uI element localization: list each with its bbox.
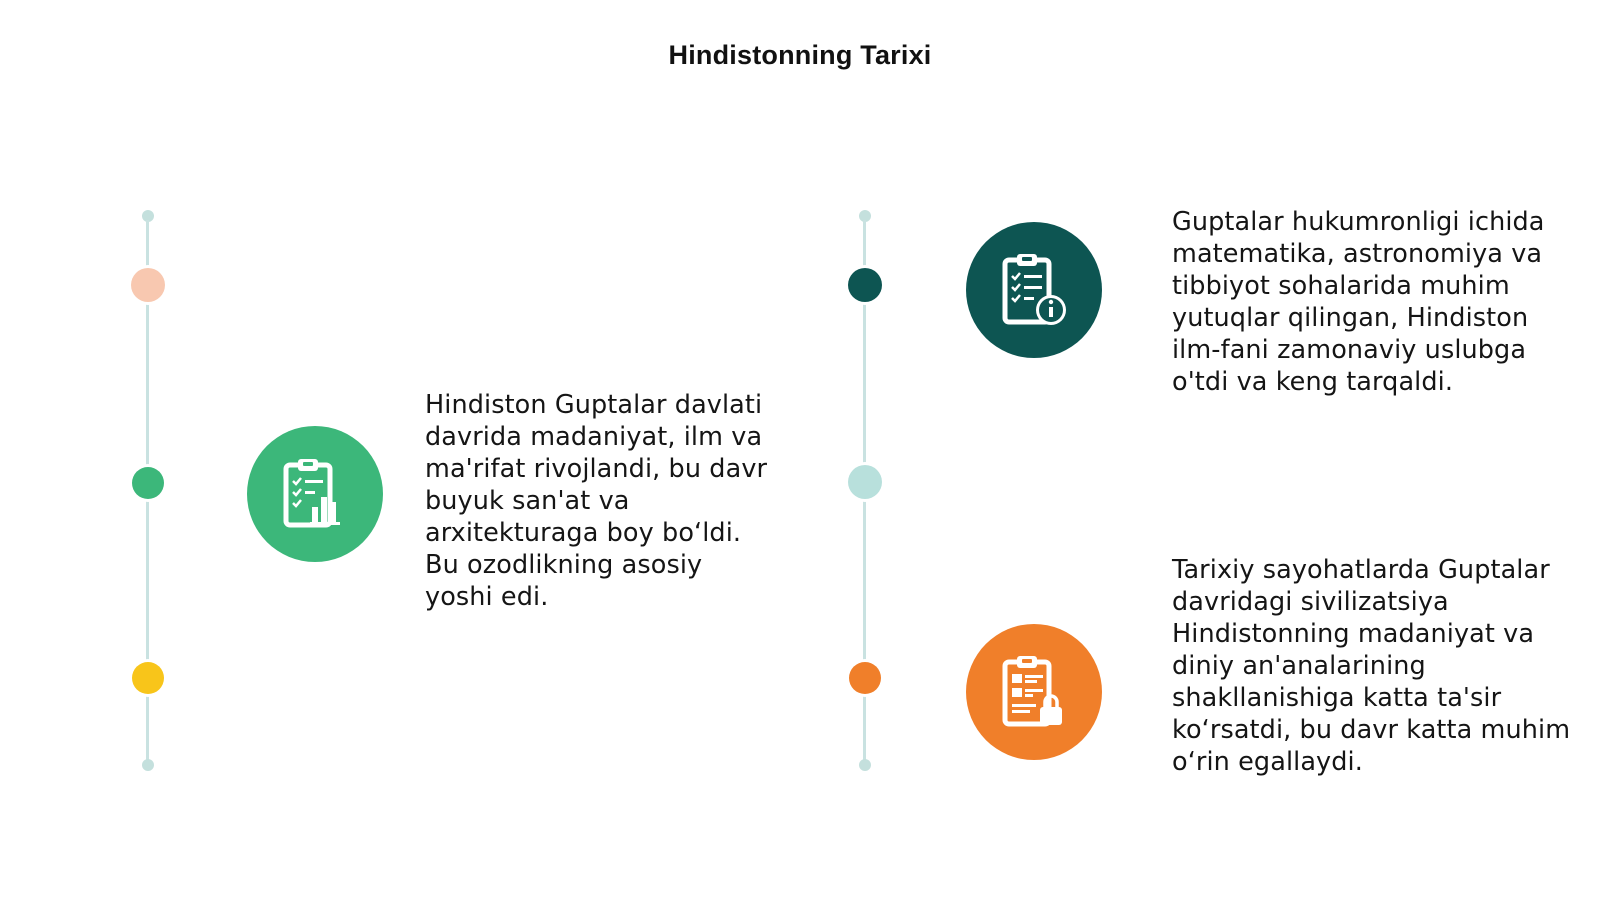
item-text: Tarixiy sayohatlarda Guptalar davridagi sivilizatsiya Hindistonning madaniyat va diniy an'analarining shakllanishiga katta ta'sir ko‘rsatdi, bu davr katta muhim o‘rin egallaydi. <box>1172 555 1571 777</box>
timeline-end-dot <box>859 759 871 771</box>
left-timeline <box>133 210 163 770</box>
timeline-node-light-teal <box>848 465 882 499</box>
item-icon-circle-green <box>247 426 383 562</box>
timeline-node-peach <box>131 268 165 302</box>
item-icon-circle-orange <box>966 624 1102 760</box>
clipboard-info-icon <box>999 252 1069 328</box>
item-text: Hindiston Guptalar davlati davrida madaniyat, ilm va ma'rifat rivojlandi, bu davr buyuk san'at va arxitekturaga boy bo‘ldi. Bu ozodlikning asosiy yoshi edi. <box>425 390 768 612</box>
timeline-node-orange <box>849 662 881 694</box>
clipboard-lock-icon <box>999 654 1069 730</box>
item-icon-circle-dark-teal <box>966 222 1102 358</box>
timeline-node-green <box>132 467 164 499</box>
item-text: Guptalar hukumronligi ichida matematika, astronomiya va tibbiyot sohalarida muhim yutuqlar qilingan, Hindiston ilm-fani zamonaviy uslubga o'tdi va keng tarqaldi. <box>1172 207 1545 397</box>
page-title: Hindistonning Tarixi <box>668 40 932 70</box>
clipboard-chart-icon <box>280 457 350 531</box>
timeline-node-dark-teal <box>848 268 882 302</box>
timeline-node-yellow <box>132 662 164 694</box>
timeline-end-dot <box>142 759 154 771</box>
right-timeline <box>850 210 880 770</box>
